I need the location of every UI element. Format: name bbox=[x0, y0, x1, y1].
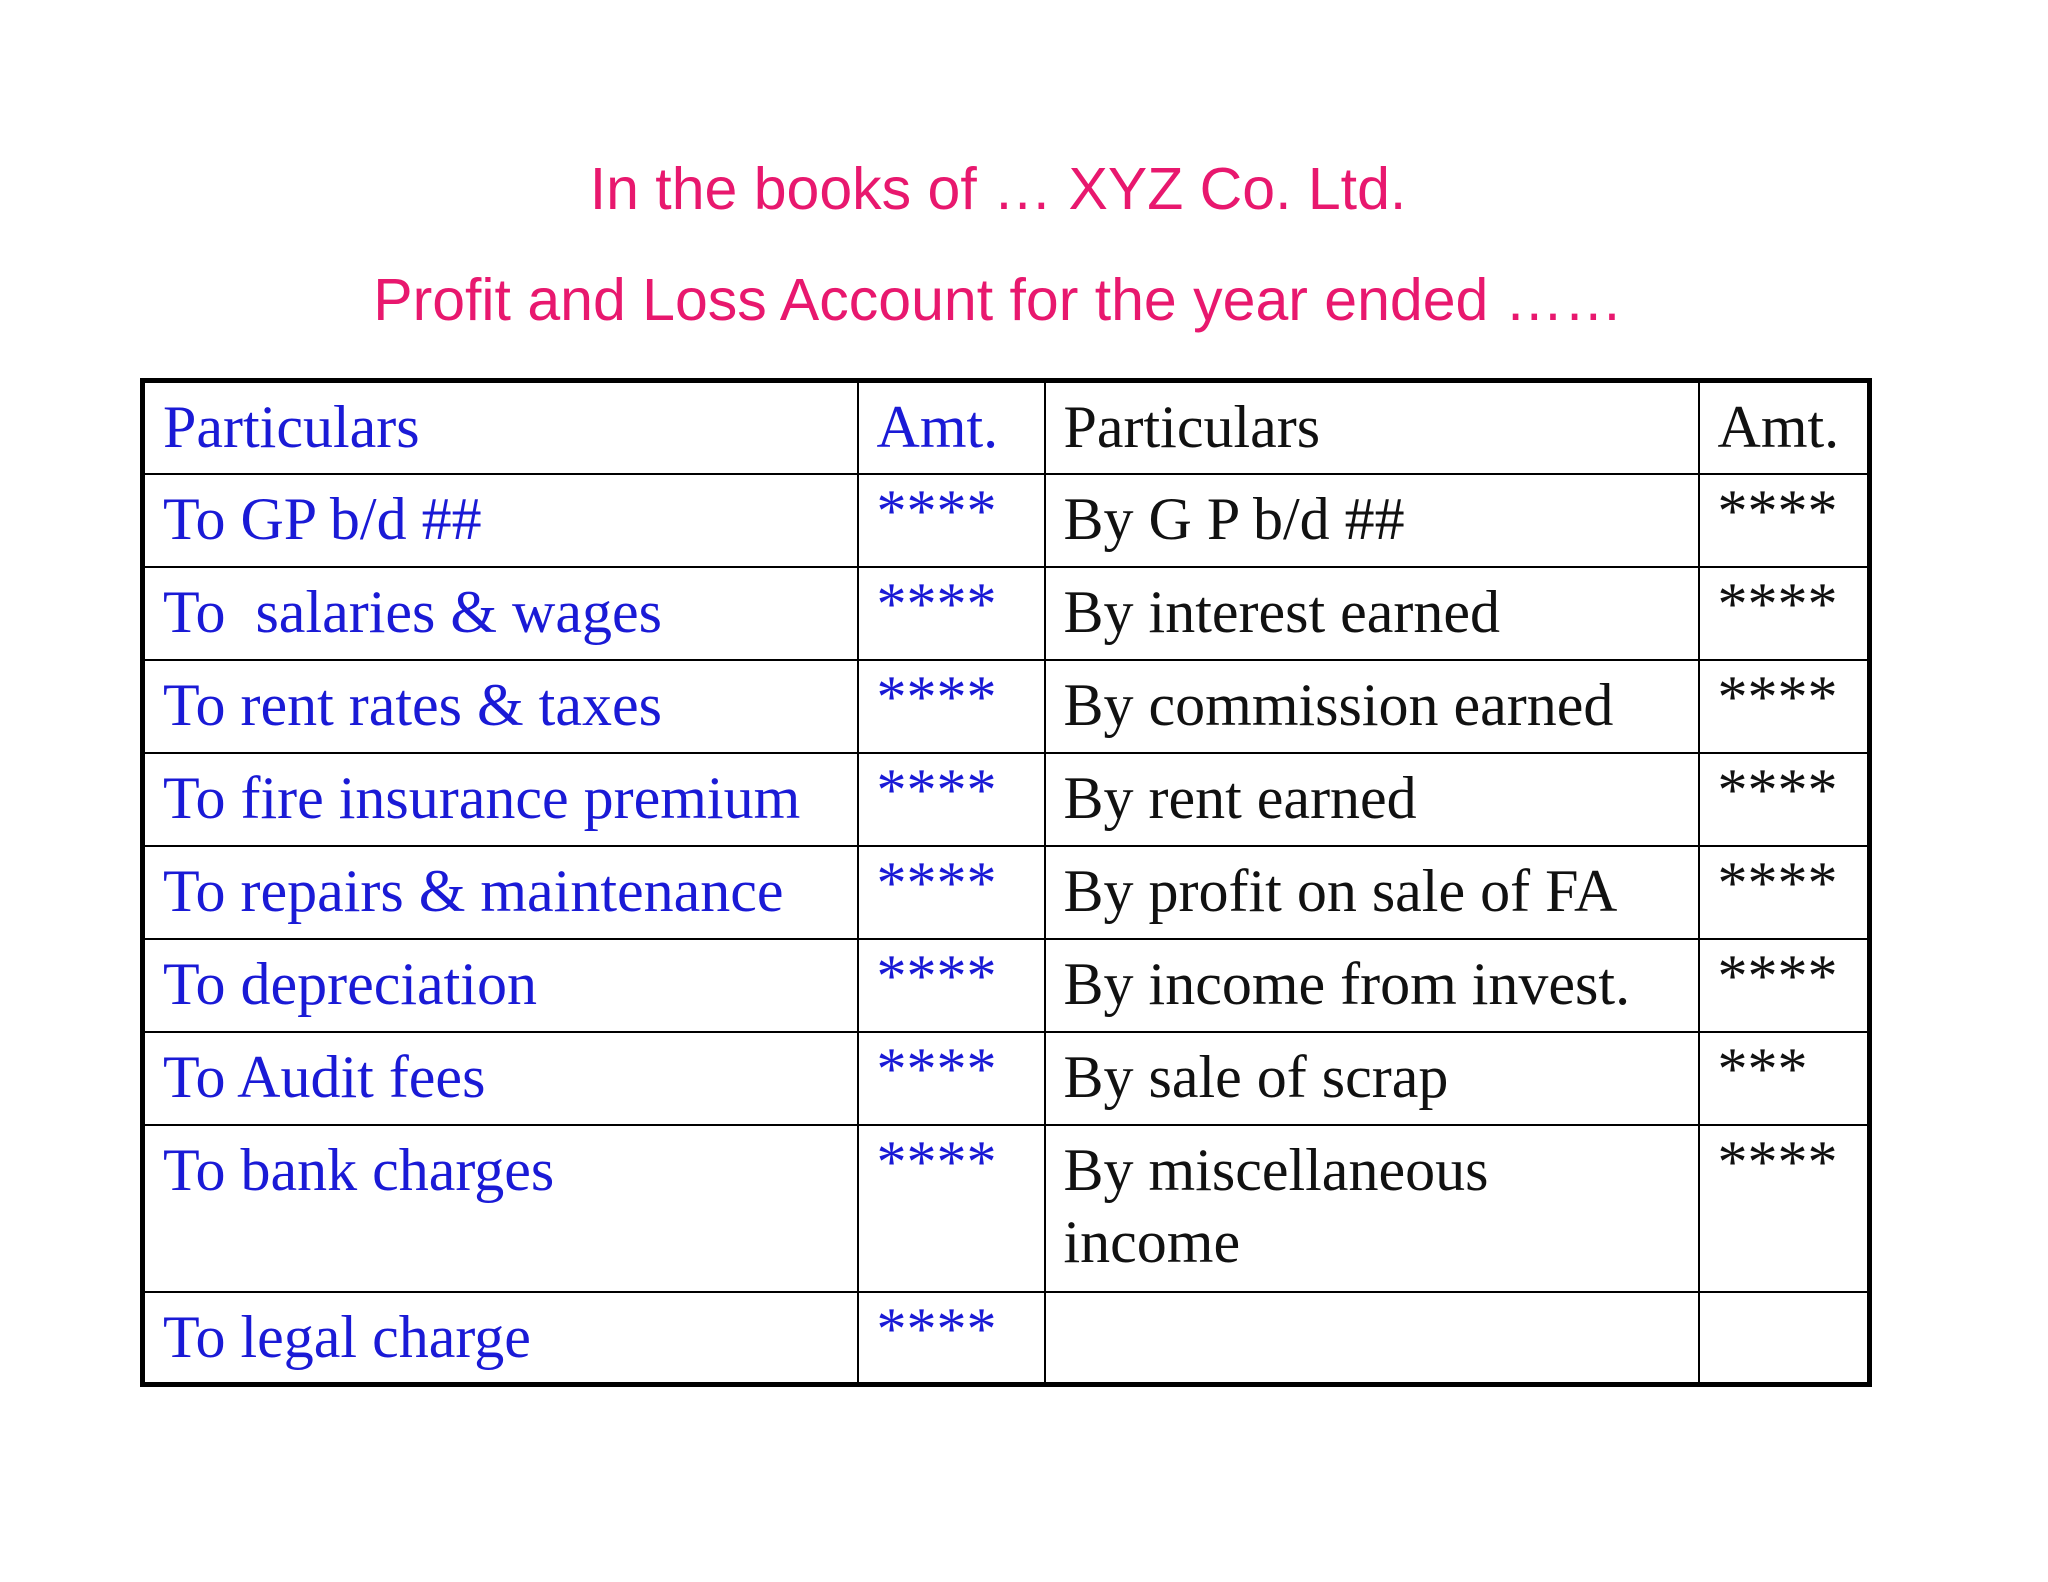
debit-amount: **** bbox=[858, 846, 1045, 939]
debit-amount: **** bbox=[858, 567, 1045, 660]
debit-particulars: To salaries & wages bbox=[143, 567, 858, 660]
debit-amount: **** bbox=[858, 660, 1045, 753]
debit-amount: **** bbox=[858, 1125, 1045, 1292]
credit-amount: **** bbox=[1699, 567, 1870, 660]
table-row bbox=[143, 660, 1870, 753]
document-title: In the books of … XYZ Co. Ltd. bbox=[589, 156, 1407, 222]
credit-particulars bbox=[1045, 1292, 1699, 1385]
table-header-row bbox=[143, 381, 1870, 474]
table-row bbox=[143, 567, 1870, 660]
debit-particulars: To bank charges bbox=[143, 1125, 858, 1292]
header-debit-particulars: Particulars bbox=[143, 381, 858, 474]
debit-particulars: To GP b/d ## bbox=[143, 474, 858, 567]
credit-amount: **** bbox=[1699, 474, 1870, 567]
credit-particulars: By commission earned bbox=[1045, 660, 1699, 753]
header-credit-particulars: Particulars bbox=[1045, 381, 1699, 474]
credit-particulars: By interest earned bbox=[1045, 567, 1699, 660]
credit-particulars: By sale of scrap bbox=[1045, 1032, 1699, 1125]
credit-particulars: By rent earned bbox=[1045, 753, 1699, 846]
credit-amount: **** bbox=[1699, 1125, 1870, 1292]
table-row bbox=[143, 939, 1870, 1032]
debit-particulars: To Audit fees bbox=[143, 1032, 858, 1125]
debit-particulars: To depreciation bbox=[143, 939, 858, 1032]
table-row bbox=[143, 753, 1870, 846]
credit-particulars: By profit on sale of FA bbox=[1045, 846, 1699, 939]
debit-amount: **** bbox=[858, 474, 1045, 567]
debit-particulars: To fire insurance premium bbox=[143, 753, 858, 846]
header-debit-amount: Amt. bbox=[858, 381, 1045, 474]
table-row bbox=[143, 1125, 1870, 1292]
credit-amount bbox=[1699, 1292, 1870, 1385]
credit-amount: **** bbox=[1699, 753, 1870, 846]
credit-amount: **** bbox=[1699, 660, 1870, 753]
debit-amount: **** bbox=[858, 753, 1045, 846]
debit-amount: **** bbox=[858, 939, 1045, 1032]
table-row bbox=[143, 1292, 1870, 1385]
header-credit-amount: Amt. bbox=[1699, 381, 1870, 474]
debit-particulars: To legal charge bbox=[143, 1292, 858, 1385]
credit-particulars: By miscellaneous income bbox=[1045, 1125, 1699, 1292]
credit-particulars: By G P b/d ## bbox=[1045, 474, 1699, 567]
credit-amount: **** bbox=[1699, 939, 1870, 1032]
profit-loss-table bbox=[140, 378, 1872, 1387]
credit-amount: **** bbox=[1699, 846, 1870, 939]
account-title: Profit and Loss Account for the year ended …… bbox=[373, 267, 1623, 333]
debit-particulars: To repairs & maintenance bbox=[143, 846, 858, 939]
debit-amount: **** bbox=[858, 1032, 1045, 1125]
table-row bbox=[143, 474, 1870, 567]
table-row bbox=[143, 1032, 1870, 1125]
debit-particulars: To rent rates & taxes bbox=[143, 660, 858, 753]
debit-amount: **** bbox=[858, 1292, 1045, 1385]
credit-particulars: By income from invest. bbox=[1045, 939, 1699, 1032]
table-row bbox=[143, 846, 1870, 939]
credit-amount: *** bbox=[1699, 1032, 1870, 1125]
